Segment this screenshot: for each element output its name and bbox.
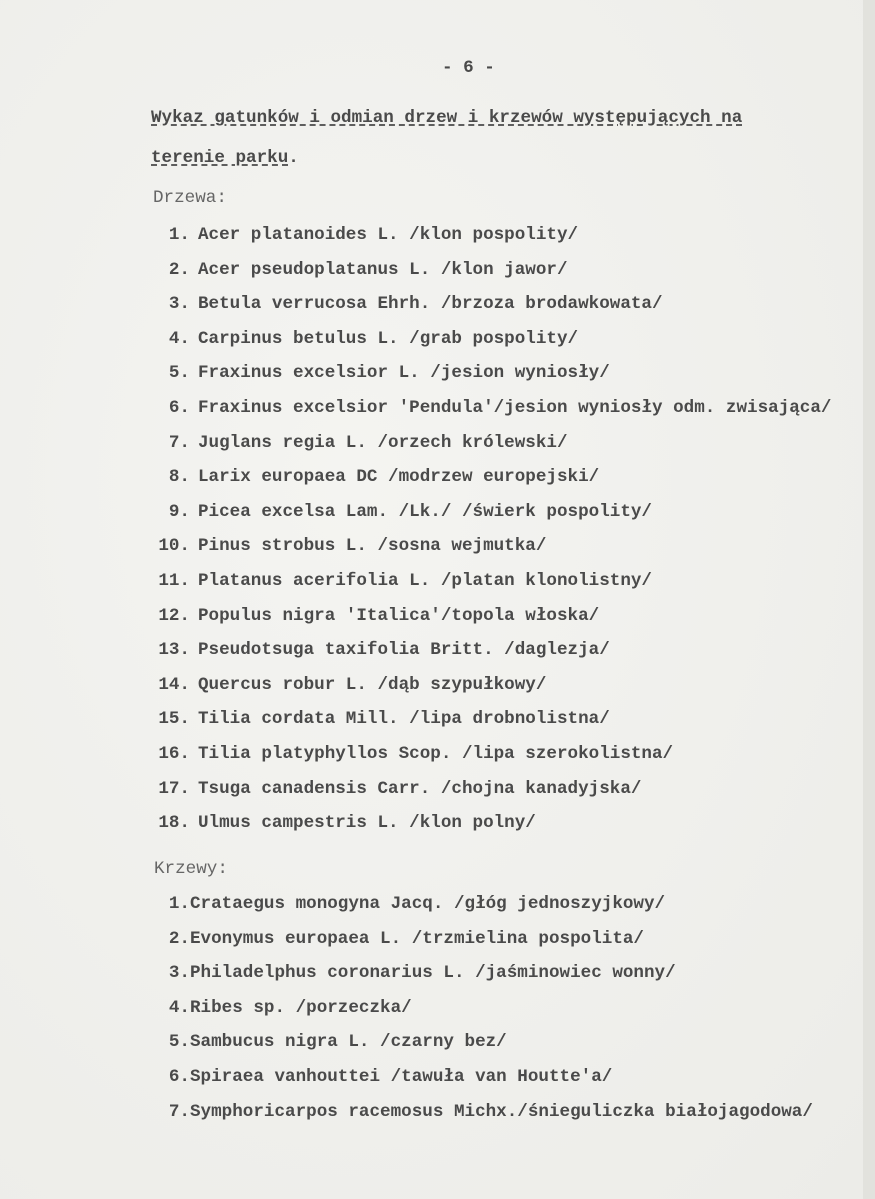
item-text: Larix europaea DC /modrzew europejski/ (198, 467, 600, 488)
item-number: 8. (168, 467, 190, 488)
item-text: Tilia cordata Mill. /lipa drobnolistna/ (198, 709, 610, 730)
item-text: Evonymus europaea L. /trzmielina pospolita/ (190, 928, 644, 949)
item-number: 6. (168, 397, 190, 418)
document-title-line-2 (151, 148, 299, 168)
item-text: Symphoricarpos racemosus Michx./śnieguliczka białojagodowa/ (190, 1101, 813, 1122)
item-number: 1. (168, 894, 190, 914)
item-text: Tilia platyphyllos Scop. /lipa szerokolistna/ (198, 743, 674, 764)
item-number: 6. (168, 1066, 190, 1087)
item-number: 5. (168, 1032, 190, 1053)
item-text: Crataegus monogyna Jacq. /głóg jednoszyjkowy/ (190, 894, 666, 914)
item-number: 16. (158, 743, 190, 764)
item-text: Ulmus campestris L. /klon polny/ (198, 813, 536, 834)
paper-edge (863, 0, 875, 1199)
trees-heading: Drzewa: (153, 188, 227, 208)
page-number: - 6 - (442, 58, 495, 78)
item-text: Spiraea vanhouttei /tawuła van Houtte'a/ (190, 1066, 613, 1087)
item-number: 14. (158, 674, 190, 695)
item-text: Sambucus nigra L. /czarny bez/ (190, 1032, 507, 1053)
item-text: Acer pseudoplatanus L. /klon jawor/ (198, 259, 568, 280)
item-text: Pinus strobus L. /sosna wejmutka/ (198, 536, 547, 557)
item-number: 4. (168, 997, 190, 1018)
item-number: 18. (158, 813, 190, 834)
item-number: 3. (168, 963, 190, 984)
item-number: 2. (168, 928, 190, 949)
item-number: 3. (168, 294, 190, 315)
item-number: 1. (168, 225, 190, 245)
item-number: 10. (158, 536, 190, 557)
item-text: Populus nigra 'Italica'/topola włoska/ (198, 605, 600, 626)
item-text: Philadelphus coronarius L. /jaśminowiec wonny/ (190, 963, 676, 984)
item-text: Tsuga canadensis Carr. /chojna kanadyjska/ (198, 778, 642, 799)
item-text: Ribes sp. /porzeczka/ (190, 997, 412, 1018)
shrubs-heading: Krzewy: (154, 859, 228, 879)
item-text: Quercus robur L. /dąb szypułkowy/ (198, 674, 547, 695)
item-number: 9. (168, 501, 190, 522)
item-number: 7. (168, 432, 190, 453)
item-text: Fraxinus excelsior L. /jesion wyniosły/ (198, 363, 610, 384)
item-number: 13. (158, 640, 190, 661)
item-number: 7. (168, 1101, 190, 1122)
item-number: 2. (168, 259, 190, 280)
document-title-line-1: Wykaz gatunków i odmian drzew i krzewów występujących na (151, 108, 743, 128)
item-number: 17. (158, 778, 190, 799)
item-number: 11. (158, 570, 190, 591)
item-number: 4. (168, 328, 190, 349)
item-text: Carpinus betulus L. /grab pospolity/ (198, 328, 579, 349)
title-line-2-period: . (288, 148, 299, 168)
item-text: Fraxinus excelsior 'Pendula'/jesion wyniosły odm. zwisająca/ (198, 397, 832, 418)
item-number: 12. (158, 605, 190, 626)
item-number: 5. (168, 363, 190, 384)
item-text: Betula verrucosa Ehrh. /brzoza brodawkowata/ (198, 294, 663, 315)
item-text: Pseudotsuga taxifolia Britt. /daglezja/ (198, 640, 610, 661)
item-text: Platanus acerifolia L. /platan klonolistny/ (198, 570, 652, 591)
item-number: 15. (158, 709, 190, 730)
title-line-2-text: terenie parku (151, 148, 289, 168)
item-text: Juglans regia L. /orzech królewski/ (198, 432, 568, 453)
item-text: Acer platanoides L. /klon pospolity/ (198, 225, 579, 245)
item-text: Picea excelsa Lam. /Lk./ /świerk pospolity/ (198, 501, 652, 522)
